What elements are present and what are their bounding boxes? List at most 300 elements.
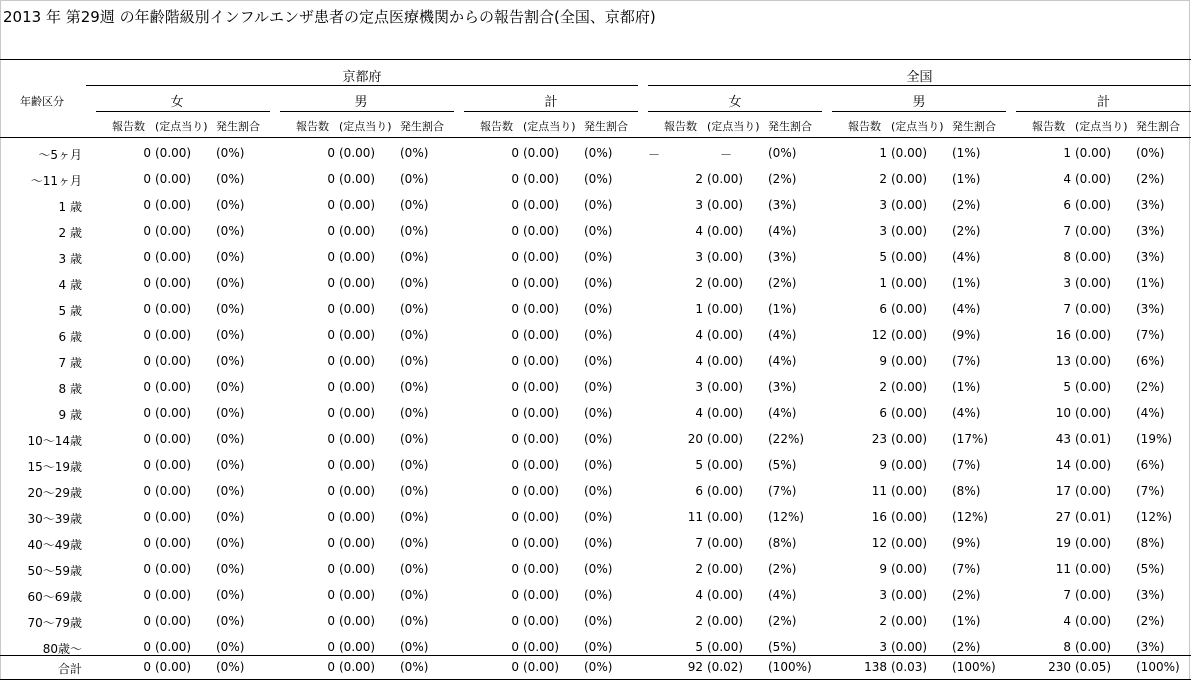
national-female-report-count: 3 [695,198,703,212]
kyoto-total-report-count: 0 [511,562,519,576]
age-label: ～11ヶ月 [30,174,82,188]
national-male-report-count: 3 [879,640,887,654]
age-label: 4 歳 [58,278,82,292]
kyoto-female-report-count: 0 [143,484,151,498]
kyoto-male-rate-value: (0.00) [339,224,376,238]
national-male-percent-value: (12%) [952,510,989,524]
kyoto-male-report-count: 0 [327,354,335,368]
kyoto-male-rate-value: (0.00) [339,588,376,602]
kyoto-total-report-count: 0 [511,276,519,290]
national-total-percent-value: (2%) [1136,614,1165,628]
kyoto-male-report-count: 0 [327,406,335,420]
national-female-rate-value: (0.00) [707,536,744,550]
kyoto-total-report-count: 0 [511,484,519,498]
kyoto-male-report-count: 0 [327,302,335,316]
kyoto-total-percent-value: (0%) [584,432,613,446]
kyoto-male-percent-value: (0%) [400,354,429,368]
national-total-report-count: 7 [1063,302,1071,316]
kyoto-female-count-header: 報告数 [112,120,145,133]
national-total-rate-value: (0.00) [1075,484,1112,498]
national-male-percent-value: (7%) [952,562,981,576]
kyoto-male-rate-value: (0.00) [339,640,376,654]
national-male-percent-value: (1%) [952,614,981,628]
national-total-percent-value: (7%) [1136,328,1165,342]
national-total-report-count: 16 [1055,328,1071,342]
national-male-report-count: 23 [871,432,887,446]
national-female-rate-value: (0.00) [707,302,744,316]
national-female-report-count: 6 [695,484,703,498]
kyoto-total-rate-value: (0.00) [523,562,560,576]
kyoto-female-rate-value: (0.00) [155,484,192,498]
national-female-percent-value: (4%) [768,328,797,342]
kyoto-total-report-count: 0 [511,614,519,628]
kyoto-male-percent-value: (0%) [400,302,429,316]
kyoto-male-report-count: 0 [327,276,335,290]
kyoto-female-percent-value: (0%) [216,302,245,316]
table-row [0,142,1191,168]
kyoto-female-percent-value: (0%) [216,562,245,576]
national-male-report-count: 2 [879,380,887,394]
national-male-percent-value: (7%) [952,354,981,368]
age-label: ～5ヶ月 [38,148,82,162]
national-male-percent-value: (17%) [952,432,989,446]
kyoto-total-percent-value: (0%) [584,458,613,472]
national-female-percent-value: (4%) [768,354,797,368]
national-total-percent-value: (3%) [1136,302,1165,316]
kyoto-female-percent-value: (0%) [216,328,245,342]
national-total-report-count: 3 [1063,276,1071,290]
kyoto-male-percent-value: (0%) [400,328,429,342]
national-male-report-count: 3 [879,198,887,212]
age-label: 20～29歳 [27,486,82,500]
kyoto-total-percent-value: (0%) [584,328,613,342]
kyoto-female-percent-value: (0%) [216,198,245,212]
national-total-report-count: 8 [1063,640,1071,654]
national-female-rate-value: (0.00) [707,250,744,264]
kyoto-male-report-count: 0 [327,660,335,674]
age-label: 1 歳 [58,200,82,214]
national-female-rate-value: (0.00) [707,640,744,654]
kyoto-male-rate-value: (0.00) [339,536,376,550]
national-total-rate-value: (0.00) [1075,380,1112,394]
national-total-percent-value: (100%) [1136,660,1180,674]
national-male-percent-value: (2%) [952,224,981,238]
national-male-report-count: 1 [879,146,887,160]
age-label: 6 歳 [58,330,82,344]
kyoto-total-rate-value: (0.00) [523,536,560,550]
national-total-percent-value: (3%) [1136,250,1165,264]
kyoto-female-report-count: 0 [143,172,151,186]
national-total-percent-value: (6%) [1136,354,1165,368]
kyoto-total-rate-value: (0.00) [523,432,560,446]
kyoto-total-report-count: 0 [511,354,519,368]
national-male-report-count: 2 [879,172,887,186]
national-total-report-count: 19 [1055,536,1071,550]
kyoto-total-report-count: 0 [511,224,519,238]
kyoto-total-percent-value: (0%) [584,660,613,674]
kyoto-female-rate-value: (0.00) [155,146,192,160]
kyoto-total-percent-value: (0%) [584,302,613,316]
national-female-percent-value: (2%) [768,562,797,576]
kyoto-male-percent-value: (0%) [400,276,429,290]
kyoto-male-rate-value: (0.00) [339,510,376,524]
national-total-percent-value: (4%) [1136,406,1165,420]
kyoto-total-rate-value: (0.00) [523,640,560,654]
kyoto-total-percent-value: (0%) [584,146,613,160]
national-female-percent-value: (1%) [768,302,797,316]
kyoto-female-report-count: 0 [143,276,151,290]
national-male-rate-value: (0.00) [891,198,928,212]
national-male-rate-value: (0.00) [891,484,928,498]
national-female-percent-value: (2%) [768,276,797,290]
kyoto-female-percent-value: (0%) [216,432,245,446]
national-female-report-count: 1 [695,302,703,316]
national-male-rate-value: (0.00) [891,250,928,264]
national-female-report-count: 2 [695,562,703,576]
national-total-report-count: 230 [1048,660,1071,674]
kyoto-female-percent-value: (0%) [216,510,245,524]
age-label: 40～49歳 [27,538,82,552]
national-total-report-count: 4 [1063,172,1071,186]
national-female-pct-header: 発生割合 [768,120,812,133]
kyoto-total-report-count: 0 [511,328,519,342]
kyoto-female-rate-value: (0.00) [155,406,192,420]
kyoto-male-rate-value: (0.00) [339,406,376,420]
top-rule [0,59,1191,60]
national-total-report-count: 17 [1055,484,1071,498]
national-total-rate-value: (0.01) [1075,432,1112,446]
national-total-percent-value: (3%) [1136,224,1165,238]
kyoto-female-report-count: 0 [143,510,151,524]
age-label: 30～39歳 [27,512,82,526]
kyoto-male-percent-value: (0%) [400,198,429,212]
national-male-percent-value: (1%) [952,146,981,160]
national-male-rate-value: (0.00) [891,276,928,290]
table-row [0,428,1191,454]
kyoto-female-rate-value: (0.00) [155,380,192,394]
national-male-percent-value: (4%) [952,250,981,264]
national-total-percent-value: (3%) [1136,640,1165,654]
kyoto-female-percent-value: (0%) [216,146,245,160]
kyoto-male-report-count: 0 [327,458,335,472]
national-total-percent-value: (6%) [1136,458,1165,472]
kyoto-male-rate-value: (0.00) [339,250,376,264]
national-male-report-count: 12 [871,328,887,342]
kyoto-total-report-count: 0 [511,510,519,524]
national-female-percent-value: (4%) [768,406,797,420]
national-female-rate-value: (0.00) [707,510,744,524]
kyoto-total-header: 計 [544,95,558,110]
national-total-report-count: 7 [1063,588,1071,602]
table-row [0,558,1191,584]
kyoto-total-rate-value: (0.00) [523,406,560,420]
kyoto-male-percent-value: (0%) [400,614,429,628]
kyoto-total-percent-value: (0%) [584,614,613,628]
kyoto-total-report-count: 0 [511,198,519,212]
kyoto-female-rate-value: (0.00) [155,224,192,238]
kyoto-male-percent-value: (0%) [400,406,429,420]
kyoto-total-percent-value: (0%) [584,536,613,550]
kyoto-total-rate-value: (0.00) [523,484,560,498]
kyoto-male-percent-value: (0%) [400,640,429,654]
table-row [0,324,1191,350]
national-male-percent-value: (9%) [952,536,981,550]
kyoto-male-report-count: 0 [327,380,335,394]
national-female-percent-value: (3%) [768,380,797,394]
national-total-pct-header: 発生割合 [1136,120,1180,133]
national-female-percent-value: (4%) [768,224,797,238]
national-total-report-count: 5 [1063,380,1071,394]
national-total-rate-value: (0.00) [1075,640,1112,654]
kyoto-female-percent-value: (0%) [216,484,245,498]
kyoto-total-percent-value: (0%) [584,380,613,394]
national-female-percent-value: (3%) [768,250,797,264]
national-female-percent-value: (22%) [768,432,805,446]
national-male-rate-value: (0.00) [891,354,928,368]
kyoto-male-percent-value: (0%) [400,172,429,186]
kyoto-male-rule [280,111,454,112]
national-female-report-count: 2 [695,172,703,186]
national-total-report-count: 8 [1063,250,1071,264]
national-female-percent-value: (100%) [768,660,812,674]
kyoto-male-rate-value: (0.00) [339,458,376,472]
kyoto-male-percent-value: (0%) [400,250,429,264]
kyoto-male-report-count: 0 [327,484,335,498]
age-label: 80歳～ [42,642,82,656]
kyoto-male-percent-value: (0%) [400,380,429,394]
kyoto-total-report-count: 0 [511,458,519,472]
national-male-percent-value: (2%) [952,588,981,602]
kyoto-total-report-count: 0 [511,146,519,160]
national-total-report-count: 6 [1063,198,1071,212]
national-female-percent-value: (5%) [768,640,797,654]
kyoto-male-report-count: 0 [327,432,335,446]
kyoto-female-report-count: 0 [143,458,151,472]
kyoto-female-percent-value: (0%) [216,250,245,264]
kyoto-male-percent-value: (0%) [400,510,429,524]
kyoto-male-rate-value: (0.00) [339,432,376,446]
kyoto-female-rate-value: (0.00) [155,432,192,446]
kyoto-female-report-count: 0 [143,406,151,420]
national-total-header: 計 [1096,95,1110,110]
kyoto-male-rate-value: (0.00) [339,198,376,212]
national-male-percent-value: (1%) [952,172,981,186]
kyoto-female-header: 女 [170,95,184,110]
table-row [0,272,1191,298]
national-male-rate-value: (0.00) [891,406,928,420]
kyoto-male-rate-header: (定点当り) [339,120,392,133]
national-male-report-count: 3 [879,588,887,602]
national-total-rate-value: (0.01) [1075,510,1112,524]
kyoto-female-rate-value: (0.00) [155,354,192,368]
kyoto-total-rate-value: (0.00) [523,302,560,316]
age-label: 50～59歳 [27,564,82,578]
age-column-header: 年齢区分 [20,95,64,108]
kyoto-female-percent-value: (0%) [216,660,245,674]
national-female-percent-value: (8%) [768,536,797,550]
kyoto-female-rule [96,111,270,112]
age-label: 70～79歳 [27,616,82,630]
kyoto-total-report-count: 0 [511,172,519,186]
national-female-report-count: 4 [695,328,703,342]
national-male-report-count: 16 [871,510,887,524]
national-total-percent-value: (0%) [1136,146,1165,160]
national-male-rate-value: (0.03) [891,660,928,674]
kyoto-total-report-count: 0 [511,660,519,674]
national-male-percent-value: (1%) [952,380,981,394]
national-female-rate-value: (0.00) [707,328,744,342]
kyoto-total-percent-value: (0%) [584,172,613,186]
kyoto-female-report-count: 0 [143,562,151,576]
kyoto-total-report-count: 0 [511,588,519,602]
national-female-percent-value: (3%) [768,198,797,212]
kyoto-female-rate-value: (0.00) [155,536,192,550]
table-row [0,298,1191,324]
kyoto-female-rate-value: (0.00) [155,458,192,472]
national-female-rule [648,111,822,112]
national-total-rate-value: (0.00) [1075,250,1112,264]
kyoto-male-report-count: 0 [327,172,335,186]
age-label: 7 歳 [58,356,82,370]
table-row [0,402,1191,428]
national-female-percent-value: (5%) [768,458,797,472]
kyoto-female-report-count: 0 [143,640,151,654]
kyoto-total-report-count: 0 [511,380,519,394]
kyoto-female-rate-value: (0.00) [155,510,192,524]
kyoto-total-rate-value: (0.00) [523,224,560,238]
kyoto-male-rate-value: (0.00) [339,380,376,394]
kyoto-total-percent-value: (0%) [584,198,613,212]
kyoto-female-report-count: 0 [143,588,151,602]
national-male-percent-value: (100%) [952,660,996,674]
table-row [0,194,1191,220]
national-total-rate-value: (0.00) [1075,172,1112,186]
national-female-rate-value: (0.00) [707,354,744,368]
national-female-rate-value: (0.00) [707,276,744,290]
national-male-rate-value: (0.00) [891,588,928,602]
age-label: 15～19歳 [27,460,82,474]
kyoto-male-percent-value: (0%) [400,660,429,674]
national-male-rate-value: (0.00) [891,640,928,654]
kyoto-male-percent-value: (0%) [400,432,429,446]
national-male-report-count: 2 [879,614,887,628]
kyoto-total-rate-value: (0.00) [523,660,560,674]
national-male-report-count: 12 [871,536,887,550]
national-female-rate-value: (0.00) [707,614,744,628]
national-total-rate-value: (0.00) [1075,198,1112,212]
national-male-rule [832,111,1006,112]
kyoto-female-rate-value: (0.00) [155,172,192,186]
kyoto-total-percent-value: (0%) [584,562,613,576]
kyoto-male-rate-value: (0.00) [339,328,376,342]
national-total-percent-value: (7%) [1136,484,1165,498]
kyoto-female-percent-value: (0%) [216,640,245,654]
national-female-percent-value: (2%) [768,172,797,186]
kyoto-male-percent-value: (0%) [400,588,429,602]
kyoto-female-percent-value: (0%) [216,614,245,628]
age-label: 8 歳 [58,382,82,396]
national-male-rate-value: (0.00) [891,510,928,524]
national-male-percent-value: (1%) [952,276,981,290]
kyoto-female-percent-value: (0%) [216,536,245,550]
national-total-rate-value: (0.00) [1075,562,1112,576]
kyoto-female-report-count: 0 [143,614,151,628]
kyoto-female-percent-value: (0%) [216,276,245,290]
kyoto-male-percent-value: (0%) [400,562,429,576]
national-male-rate-value: (0.00) [891,146,928,160]
kyoto-female-rate-value: (0.00) [155,588,192,602]
kyoto-total-rate-value: (0.00) [523,354,560,368]
national-female-percent-value: (4%) [768,588,797,602]
kyoto-total-percent-value: (0%) [584,406,613,420]
national-male-rate-header: (定点当り) [891,120,944,133]
age-label: 合計 [57,662,82,676]
national-total-percent-value: (8%) [1136,536,1165,550]
national-total-rate-value: (0.00) [1075,614,1112,628]
kyoto-female-percent-value: (0%) [216,458,245,472]
national-total-rate-value: (0.00) [1075,588,1112,602]
kyoto-female-report-count: 0 [143,198,151,212]
national-total-report-count: 13 [1055,354,1071,368]
kyoto-female-report-count: 0 [143,432,151,446]
national-total-rate-value: (0.00) [1075,224,1112,238]
kyoto-male-report-count: 0 [327,198,335,212]
table-row [0,532,1191,558]
national-male-rate-value: (0.00) [891,380,928,394]
region-national-header: 全国 [906,70,933,85]
national-male-rate-value: (0.00) [891,302,928,316]
national-female-percent-value: (7%) [768,484,797,498]
kyoto-total-report-count: 0 [511,640,519,654]
kyoto-total-rate-value: (0.00) [523,276,560,290]
national-female-header: 女 [728,95,742,110]
national-male-report-count: 5 [879,250,887,264]
national-female-report-count: 5 [695,458,703,472]
kyoto-female-report-count: 0 [143,660,151,674]
national-male-rate-value: (0.00) [891,328,928,342]
kyoto-male-percent-value: (0%) [400,146,429,160]
kyoto-total-rule [464,111,638,112]
table-row [0,376,1191,402]
national-male-rate-value: (0.00) [891,172,928,186]
kyoto-female-rate-value: (0.00) [155,302,192,316]
national-female-rate-value: (0.00) [707,562,744,576]
national-male-report-count: 9 [879,458,887,472]
kyoto-male-rate-value: (0.00) [339,484,376,498]
national-female-rate-value: (0.00) [707,588,744,602]
national-total-report-count: 14 [1055,458,1071,472]
national-female-report-count: － [648,148,661,162]
national-male-report-count: 6 [879,302,887,316]
national-total-rate-value: (0.05) [1075,660,1112,674]
national-total-percent-value: (2%) [1136,380,1165,394]
kyoto-female-rate-value: (0.00) [155,198,192,212]
national-male-percent-value: (9%) [952,328,981,342]
kyoto-total-rate-value: (0.00) [523,380,560,394]
kyoto-female-report-count: 0 [143,250,151,264]
national-female-percent-value: (2%) [768,614,797,628]
national-total-report-count: 1 [1063,146,1071,160]
national-total-report-count: 10 [1055,406,1071,420]
national-female-rate-value: (0.00) [707,198,744,212]
national-female-percent-value: (0%) [768,146,797,160]
kyoto-female-report-count: 0 [143,536,151,550]
kyoto-male-count-header: 報告数 [296,120,329,133]
table-row [0,454,1191,480]
kyoto-total-rate-value: (0.00) [523,614,560,628]
national-female-rate-value: － [719,148,732,162]
age-label: 2 歳 [58,226,82,240]
